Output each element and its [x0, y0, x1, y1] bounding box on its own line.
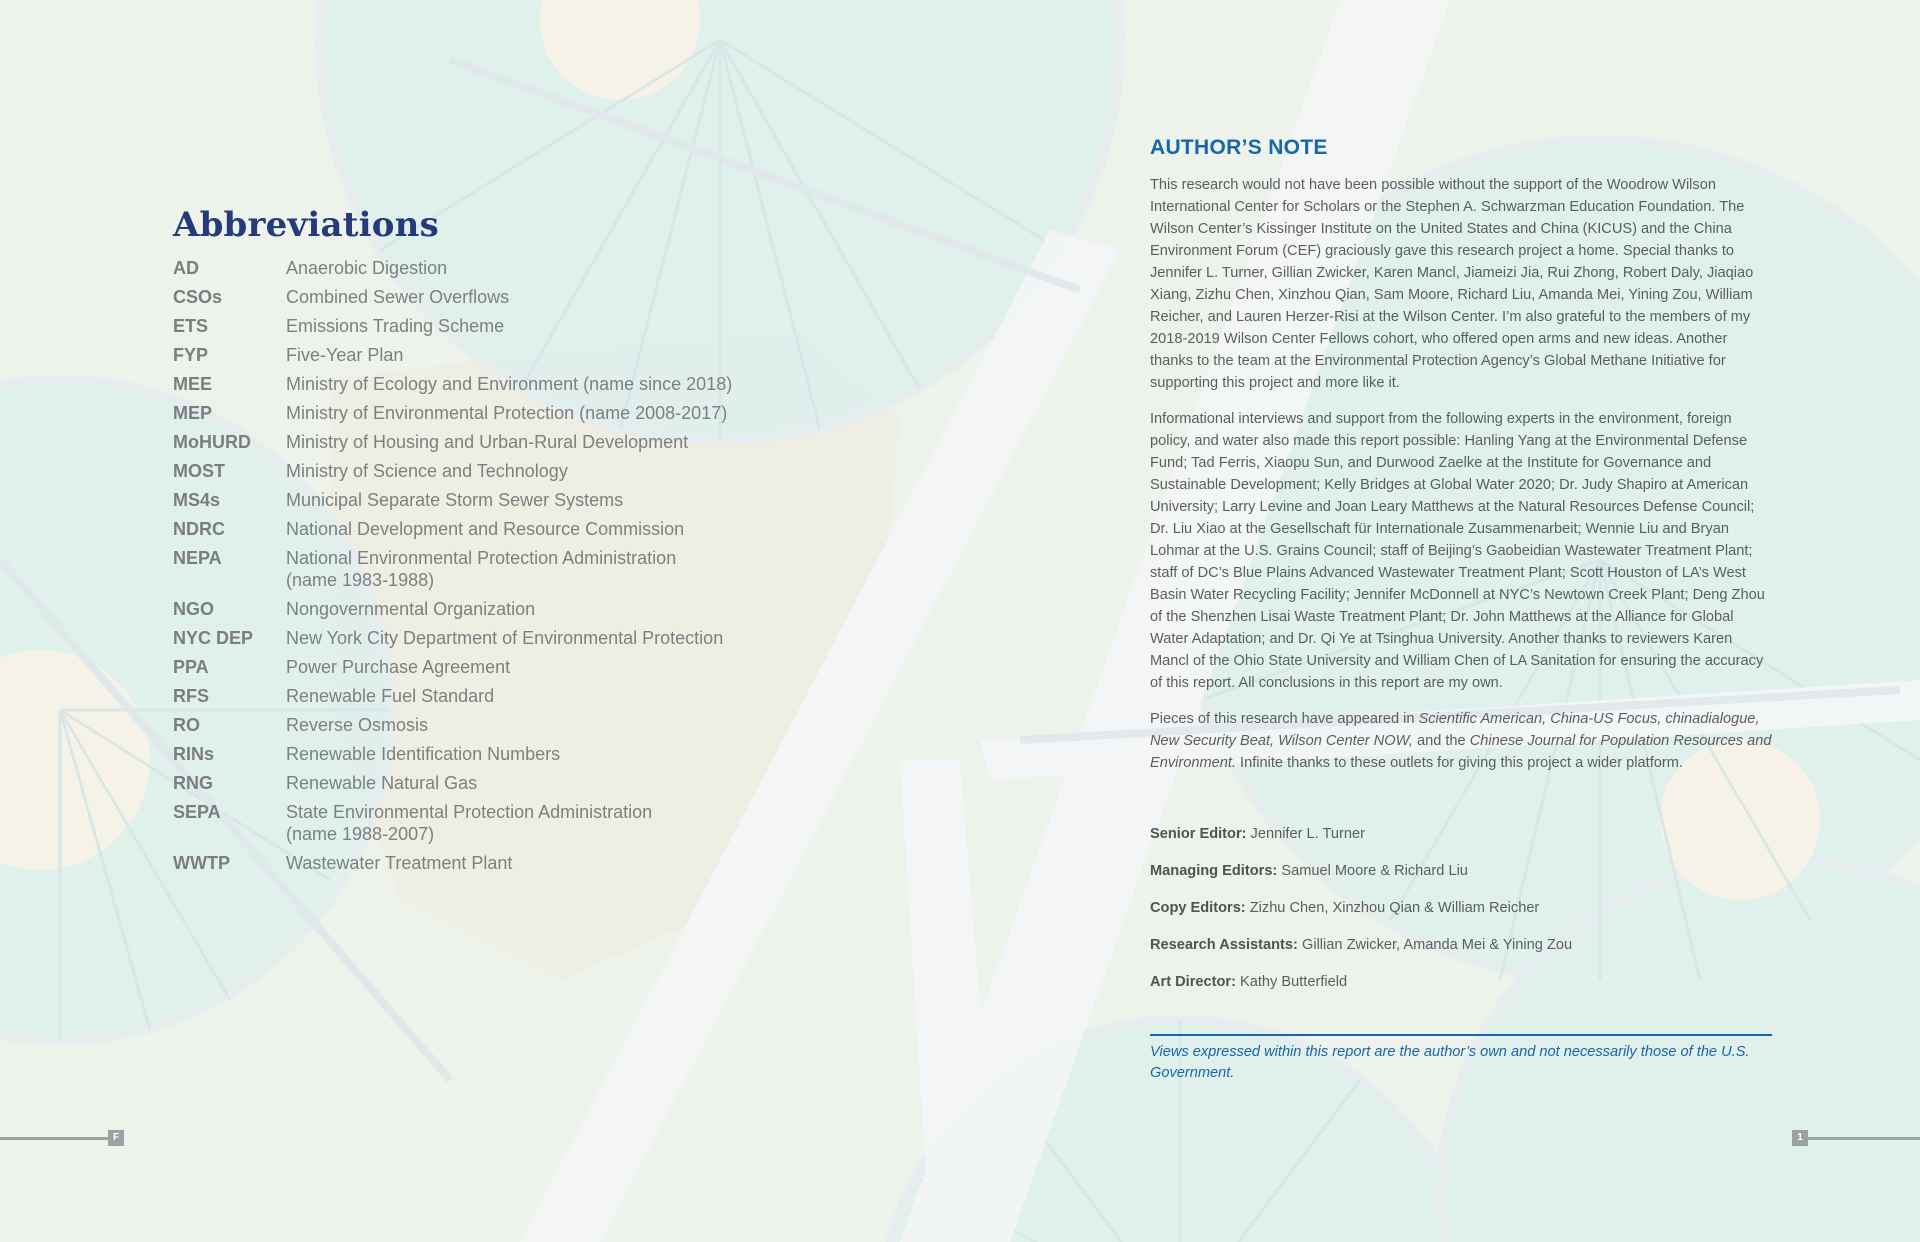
abbreviation-key: RFS [173, 686, 209, 706]
abbreviation-key: WWTP [173, 853, 230, 873]
credit-line [1150, 861, 1772, 881]
credit-label: Research Assistants: [1150, 937, 1298, 953]
abbreviation-key: MEE [173, 374, 213, 394]
authors-note-paragraph: Informational interviews and support from the following experts in the environment, foreign policy, and water also made this report possible: Hanling Yang at the Environmental Defense Fund; Tad Ferris, Xiaopu Sun, and Durwood Zaelke at the Institute for Governance and Sustainable Development; Kelly Bridges at Global Water 2020; Dr. Judy Shapiro at American University; Larry Levine and Joan Leary Matthews at the Natural Resources Defense Council; Dr. Liu Xiao at the Gesellschaft für Internationale Zusammenarbeit; Wennie Liu and Bryan Lohmar at the U.S. Grains Council; staff of Beijing’s Gaobeidian Wastewater Treatment Plant; staff of DC’s Blue Plains Advanced Wastewater Treatment Plant; Scott Houston of LA’s West Basin Water Recycling Facility; Jennifer McDonnell at NYC’s Newtown Creek Plant; Deng Zhou of the Shenzhen Lisai Waste Treatment Plant; Dr. John Matthews at the Alliance for Global Water Adaptation; and Dr. Qi Ye at Tsinghua University. Another thanks to reviewers Karen Mancl of the Ohio State University and William Chen of LA Sanitation for ensuring the accuracy of this report. All conclusions in this report are my own. [1150, 411, 1765, 691]
authors-note-title: AUTHOR’S NOTE [1150, 136, 1328, 159]
abbreviation-key: RINs [173, 744, 215, 764]
abbreviation-definition: Ministry of Science and Technology [286, 461, 568, 481]
abbreviation-definition-line: (name 1983-1988) [286, 570, 435, 590]
abbreviation-row [173, 489, 873, 511]
authors-note-section [1150, 136, 1772, 1084]
abbreviations-section [173, 205, 873, 881]
abbreviation-key: NDRC [173, 519, 225, 539]
abbreviation-definition: Five-Year Plan [286, 345, 404, 365]
abbreviation-row [173, 402, 873, 424]
abbreviation-row [173, 714, 873, 736]
abbreviation-row [173, 852, 873, 874]
credit-line [1150, 824, 1772, 844]
right-page-number: 1 [1792, 1130, 1808, 1146]
left-footer-rule [0, 1137, 108, 1140]
abbreviation-row [173, 547, 873, 591]
abbreviation-definition-line: State Environmental Protection Administration [286, 802, 653, 822]
paragraph-text: Infinite thanks to these outlets for giving this project a wider platform. [1235, 755, 1683, 771]
abbreviation-definition: Reverse Osmosis [286, 715, 429, 735]
credit-value: Jennifer L. Turner [1250, 826, 1365, 842]
publication-list: Scientific American, China-US Focus, chinadialogue, New Security Beat, Wilson Center NOW, [1150, 711, 1760, 749]
abbreviation-definition [286, 547, 676, 591]
abbreviation-key: NGO [173, 599, 215, 619]
abbreviations-title: Abbreviations [173, 205, 439, 245]
credit-line [1150, 935, 1772, 955]
credit-label: Managing Editors: [1150, 863, 1278, 879]
abbreviation-definition: Emissions Trading Scheme [286, 316, 505, 336]
abbreviation-definition-line: (name 1988-2007) [286, 824, 435, 844]
abbreviation-definition: Ministry of Ecology and Environment (name since 2018) [286, 374, 733, 394]
abbreviation-row [173, 656, 873, 678]
abbreviation-key: CSOs [173, 287, 223, 307]
abbreviation-key: MOST [173, 461, 225, 481]
abbreviation-row [173, 431, 873, 453]
abbreviation-row [173, 344, 873, 366]
abbreviation-key: NYC DEP [173, 628, 254, 648]
abbreviation-key: FYP [173, 345, 209, 365]
abbreviation-key: NEPA [173, 548, 222, 568]
abbreviation-key: PPA [173, 657, 209, 677]
abbreviation-definition: New York City Department of Environmental Protection [286, 628, 724, 648]
abbreviation-definition: Renewable Natural Gas [286, 773, 478, 793]
credit-value: Kathy Butterfield [1240, 974, 1348, 990]
paragraph-text: Pieces of this research have appeared in [1150, 711, 1419, 727]
abbreviation-row [173, 460, 873, 482]
abbreviation-row [173, 286, 873, 308]
abbreviation-key: MoHURD [173, 432, 251, 452]
credit-label: Senior Editor: [1150, 826, 1247, 842]
abbreviation-definition-line: National Environmental Protection Administration [286, 548, 677, 568]
abbreviation-definition: Wastewater Treatment Plant [286, 853, 513, 873]
disclaimer-box [1150, 1034, 1772, 1084]
abbreviation-row [173, 627, 873, 649]
abbreviation-key: SEPA [173, 802, 221, 822]
abbreviation-row [173, 685, 873, 707]
abbreviation-definition: Anaerobic Digestion [286, 258, 448, 278]
credits-list [1150, 824, 1772, 992]
abbreviation-definition: Combined Sewer Overflows [286, 287, 510, 307]
abbreviation-definition: Renewable Fuel Standard [286, 686, 495, 706]
abbreviation-row [173, 315, 873, 337]
credit-value: Gillian Zwicker, Amanda Mei & Yining Zou [1301, 937, 1573, 953]
abbreviation-row [173, 373, 873, 395]
abbreviation-definition: Municipal Separate Storm Sewer Systems [286, 490, 624, 510]
abbreviation-row [173, 518, 873, 540]
abbreviation-row [173, 598, 873, 620]
credit-label: Copy Editors: [1150, 900, 1246, 916]
abbreviation-definition [286, 801, 652, 845]
abbreviation-key: AD [173, 258, 199, 278]
credit-value: Samuel Moore & Richard Liu [1281, 863, 1468, 879]
left-page-number: F [108, 1130, 124, 1146]
credit-line [1150, 972, 1772, 992]
abbreviation-definition: Ministry of Housing and Urban-Rural Development [286, 432, 689, 452]
credit-value: Zizhu Chen, Xinzhou Qian & William Reicher [1249, 900, 1540, 916]
abbreviation-key: RNG [173, 773, 213, 793]
journal-name: Chinese Journal for Population Resources and Environment. [1150, 733, 1772, 771]
abbreviation-row [173, 801, 873, 845]
abbreviation-key: MS4s [173, 490, 221, 510]
credit-line [1150, 898, 1772, 918]
abbreviation-key: ETS [173, 316, 209, 336]
abbreviation-key: MEP [173, 403, 213, 423]
paragraph-text: and the [1412, 733, 1470, 749]
abbreviation-key: RO [173, 715, 200, 735]
credit-label: Art Director: [1150, 974, 1236, 990]
abbreviation-row [173, 772, 873, 794]
authors-note-paragraph [1150, 708, 1772, 774]
authors-note-paragraph: This research would not have been possible without the support of the Woodrow Wilson International Center for Scholars or the Stephen A. Schwarzman Education Foundation. The Wilson Center’s Kissinger Institute on the United States and China (KICUS) and the China Environment Forum (CEF) graciously gave this research project a home. Special thanks to Jennifer L. Turner, Gillian Zwicker, Karen Mancl, Jiameizi Jia, Rui Zhong, Robert Daly, Jiaqiao Xiang, Zizhu Chen, Xinzhou Qian, Sam Moore, Richard Liu, Amanda Mei, Yining Zou, William Reicher, and Lauren Herzer-Risi at the Wilson Center. I’m also grateful to the members of my 2018-2019 Wilson Center Fellows cohort, who offered open arms and new ideas. Another thanks to the team at the Environmental Protection Agency’s Global Methane Initiative for supporting this project and more like it. [1150, 177, 1754, 391]
abbreviation-definition: Power Purchase Agreement [286, 657, 511, 677]
abbreviation-definition: National Development and Resource Commission [286, 519, 685, 539]
abbreviation-definition: Nongovernmental Organization [286, 599, 536, 619]
abbreviation-definition: Renewable Identification Numbers [286, 744, 561, 764]
disclaimer-text: Views expressed within this report are the author’s own and not necessarily those of the U.S. Government. [1150, 1044, 1750, 1081]
abbreviation-definition: Ministry of Environmental Protection (name 2008-2017) [286, 403, 728, 423]
abbreviation-row [173, 743, 873, 765]
right-footer-rule [1808, 1137, 1920, 1140]
abbreviation-row [173, 257, 873, 279]
